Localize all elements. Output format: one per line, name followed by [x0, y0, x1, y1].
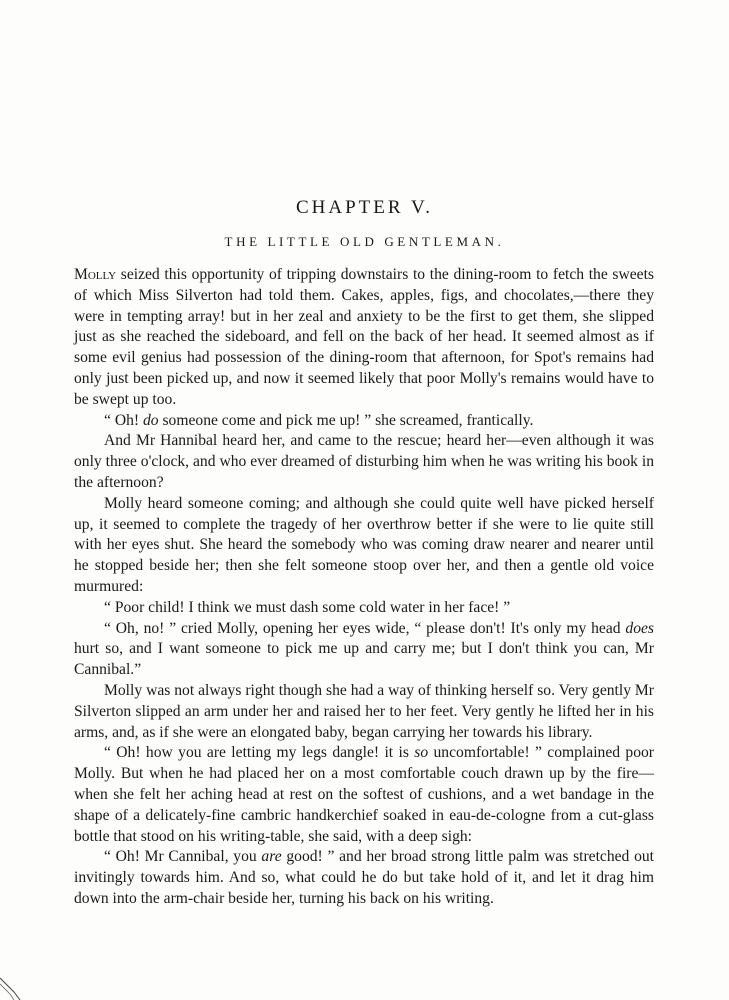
paragraph: Molly heard someone coming; and although she could quite well have picked herself up, it seemed to complete the tragedy of her overthrow better if she were to lie quite still with her eyes shut. She heard the somebody who was coming draw nearer and nearer until he stopped beside her; then she felt someone stoop over her, and then a gentle old voice murmured: — [74, 494, 654, 595]
paragraph — [74, 265, 654, 411]
chapter-subtitle: THE LITTLE OLD GENTLEMAN. — [224, 234, 505, 249]
paragraph-text: hurt so, and I want someone to pick me up and carry me; but I don't think you can, Mr Cannibal.” — [74, 640, 654, 679]
paragraph-text: seized this opportunity of tripping downstairs to the dining-room to fetch the sweets of which Miss Silverton had told them. Cakes, apples, figs, and chocolates,—there they were in tempting array! but in her zeal and anxiety to be the first to get them, she slipped just as she reached the sideboard, and fell on the back of her head. It seemed almost as if some evil genius had possession of the dining-room that afternoon, for Spot's remains had only just been picked up, and now it seemed likely that poor Molly's remains would have to be swept up too. — [74, 266, 654, 408]
paragraph — [74, 847, 654, 909]
paragraph-text: “ Oh! — [104, 411, 143, 429]
emphasis-text: are — [261, 848, 282, 866]
paragraph-text: uncomfortable! ” complained poor Molly. But when he had placed her on a most comfortable couch drawn up by the fire—when she felt her aching head at rest on the softest of cushions, and a wet bandage in the shape of a delicately-fine cambric handkerchief soaked in eau-de-cologne from a cut-glass bottle that stood on his writing-table, she said, with a deep sigh: — [74, 744, 654, 845]
paragraph-text: “ Oh, no! ” cried Molly, opening her eyes wide, “ please don't! It's only my head — [104, 619, 626, 637]
paragraph-text: good! ” and her broad strong little palm was stretched out invitingly towards him. And so, what could he do but take hold of it, and let it drag him down into the arm-chair beside her, turning his back on his writing. — [74, 848, 654, 907]
paragraph-text: “ Oh! Mr Cannibal, you — [104, 848, 262, 866]
emphasis-text: do — [142, 411, 159, 429]
paragraph: Molly was not always right though she had a way of thinking herself so. Very gently Mr Silverton slipped an arm under her and raised her to her feet. Very gently he lifted her in his arms, and, as if she were an elongated baby, began carrying her towards his library. — [74, 681, 654, 741]
paragraph: And Mr Hannibal heard her, and came to the rescue; heard her—even although it was only three o'clock, and who ever dreamed of disturbing him when he was writing his book in the afternoon? — [74, 432, 654, 491]
emphasis-text: does — [625, 619, 654, 637]
page-corner-fold-icon — [0, 970, 30, 1000]
paragraph-text: someone come and pick me up! ” she screamed, frantically. — [158, 411, 534, 429]
body-text — [74, 265, 654, 910]
paragraph — [74, 743, 654, 847]
paragraph — [74, 619, 654, 681]
drop-lead-word: Molly — [74, 266, 117, 283]
paragraph-text: “ Oh! how you are letting my legs dangle! it is — [104, 744, 415, 762]
paragraph: “ Poor child! I think we must dash some cold water in her face! ” — [104, 598, 511, 616]
paragraph — [74, 411, 654, 432]
emphasis-text: so — [414, 744, 429, 762]
chapter-title: CHAPTER V. — [296, 197, 433, 218]
